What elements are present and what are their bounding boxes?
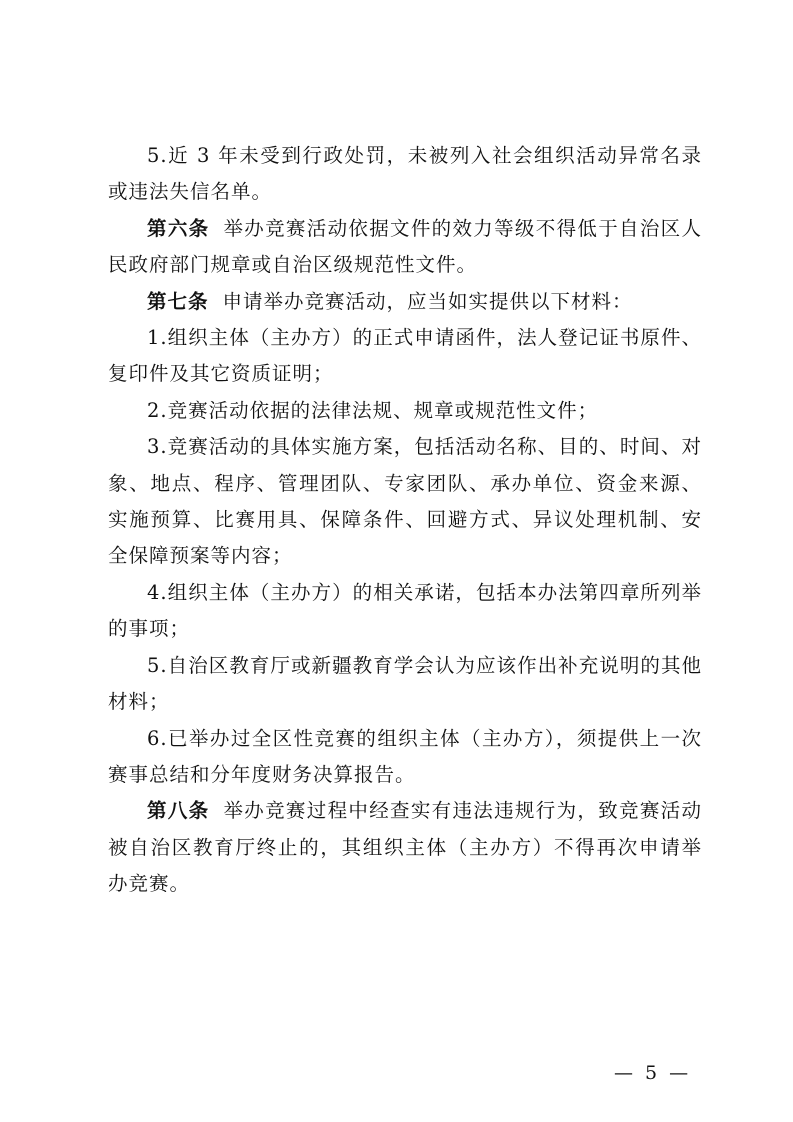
article-6: [108, 211, 702, 284]
paragraph-text: 1.组织主体（主办方）的正式申请函件，法人登记证书原件、复印件及其它资质证明；: [108, 326, 702, 386]
paragraph-item-5: [108, 648, 702, 721]
paragraph-item-1: [108, 320, 702, 393]
article-heading: 第七条: [147, 289, 209, 313]
paragraph-text: 2.竞赛活动依据的法律法规、规章或规范性文件；: [147, 398, 599, 422]
paragraph-item-2: [108, 393, 702, 429]
paragraph-text: 举办竞赛活动依据文件的效力等级不得低于自治区人民政府部门规章或自治区级规范性文件。: [108, 216, 702, 277]
paragraph-text: 5.自治区教育厅或新疆教育学会认为应该作出补充说明的其他材料；: [108, 653, 702, 714]
paragraph-item-5-credit: [108, 138, 702, 211]
document-body: [108, 138, 702, 903]
page-number: — 5 —: [614, 1062, 692, 1084]
article-7: [108, 284, 702, 320]
paragraph-text: 举办竞赛过程中经查实有违法违规行为，致竞赛活动被自治区教育厅终止的，其组织主体（主办方）不得再次申请举办竞赛。: [108, 799, 702, 896]
paragraph-text: 6.已举办过全区性竞赛的组织主体（主办方），须提供上一次赛事总结和分年度财务决算报告。: [108, 726, 702, 786]
paragraph-item-3: [108, 429, 702, 575]
paragraph-text: 申请举办竞赛活动，应当如实提供以下材料：: [222, 289, 633, 313]
paragraph-item-4: [108, 575, 702, 648]
paragraph-text: 4.组织主体（主办方）的相关承诺，包括本办法第四章所列举的事项；: [108, 580, 702, 641]
article-heading: 第六条: [147, 216, 210, 240]
paragraph-text: 5.近 3 年未受到行政处罚，未被列入社会组织活动异常名录或违法失信名单。: [108, 144, 702, 204]
paragraph-text: 3.竞赛活动的具体实施方案，包括活动名称、目的、时间、对象、地点、程序、管理团队、专家团队、承办单位、资金来源、实施预算、比赛用具、保障条件、回避方式、异议处理机制、安全保障预案等内容；: [108, 435, 702, 568]
article-heading: 第八条: [147, 799, 210, 823]
paragraph-item-6: [108, 721, 702, 794]
article-8: [108, 793, 702, 902]
